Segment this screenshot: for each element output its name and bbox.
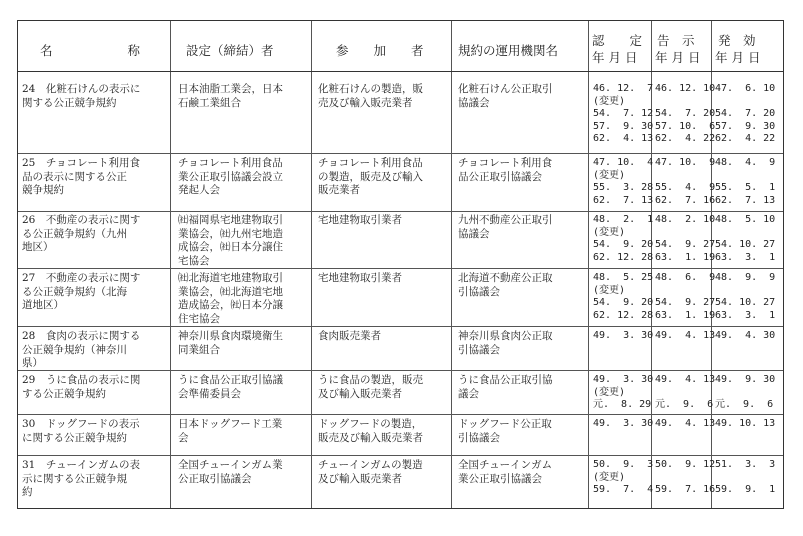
row-effective-date: 57. 9. 30 — [715, 120, 776, 132]
row-established-by-line: 日本油脂工業会，日本 — [178, 83, 283, 95]
row-established-by-line: 会 — [178, 431, 189, 444]
row-notice-date: 62. 4. 22 — [655, 133, 716, 144]
row-participants-line: うに食品の製造，販売 — [318, 374, 423, 386]
row-divider — [18, 414, 783, 415]
row-participants-line: 及び輸入販売業者 — [318, 387, 402, 400]
row-effective-date: 48. 5. 10 — [715, 214, 776, 225]
row-approval-date: 54. 9. 20 — [593, 239, 654, 250]
row-divider — [18, 211, 783, 212]
row-name-line: 30 ドッグフードの表示 — [22, 418, 140, 430]
row-effective-date: 62. 4. 22 — [715, 133, 776, 144]
row-notice-date: 49. 4. 13 — [655, 418, 716, 429]
header-divider — [18, 71, 783, 72]
row-approval-date: 47. 10. 4 — [593, 157, 654, 168]
row-participants-line: 販売及び輸入販売業者 — [318, 431, 423, 444]
row-name-line: 25 チョコレート利用食 — [22, 157, 141, 169]
row-effective-date: 49. 4. 30 — [715, 330, 776, 341]
col-divider — [451, 21, 452, 508]
row-divider — [18, 370, 783, 371]
row-name-line: 28 食肉の表示に関する — [22, 330, 141, 342]
row-established-by-line: 業協会，㈳北海道宅地 — [178, 285, 283, 298]
row-notice-date: 49. 4. 13 — [655, 330, 716, 341]
row-participants-line: 食肉販売業者 — [318, 330, 381, 342]
row-operating-body-line: うに食品公正取引協 — [458, 374, 553, 386]
row-established-by-line: ㈳北海道宅地建物取引 — [178, 272, 283, 284]
row-name-line: に関する公正競争規約 — [22, 431, 127, 444]
row-approval-date: 50. 9. 3 — [593, 459, 654, 470]
row-effective-date: 54. 7. 20 — [715, 108, 776, 119]
row-operating-body-line: ドッグフード公正取 — [458, 418, 552, 430]
row-established-by-line: うに食品公正取引協議 — [178, 374, 283, 386]
row-name-line: 約 — [22, 486, 33, 498]
row-established-by-line: 業協会，㈳九州宅地造 — [178, 227, 283, 240]
row-approval-date: 55. 3. 28 — [593, 182, 654, 193]
row-approval-date: 元. 8. 29 — [593, 399, 652, 410]
row-approval-date: 49. 3. 30 — [593, 374, 654, 385]
row-notice-date: 57. 10. 6 — [655, 120, 716, 132]
row-operating-body-line: 協議会 — [458, 96, 490, 109]
row-notice-date: 54. 9. 27 — [655, 239, 716, 250]
row-approval-date: 54. 9. 20 — [593, 297, 654, 308]
row-divider — [18, 455, 783, 456]
row-notice-date: 63. 1. 19 — [655, 309, 716, 321]
row-notice-date: 49. 4. 13 — [655, 374, 716, 385]
row-established-by-line: 成協会，㈳日本分譲住 — [178, 241, 283, 253]
row-notice-date: 59. 7. 16 — [655, 484, 716, 495]
row-name-line: 示に関する公正競争規 — [22, 472, 127, 485]
row-established-by-line: 公正取引協議会 — [178, 472, 252, 485]
header-participants: 参 加 者 — [336, 43, 424, 58]
header-name: 名 称 — [40, 43, 141, 58]
row-effective-date: 47. 6. 10 — [715, 83, 776, 94]
row-notice-date: 54. 7. 20 — [655, 108, 716, 119]
col-divider — [588, 21, 589, 508]
row-name-line: 27 不動産の表示に関す — [22, 272, 141, 284]
row-participants-line: 売及び輸入販売業者 — [318, 96, 413, 109]
row-approval-date: 62. 12. 28 — [593, 309, 654, 321]
row-notice-date: 54. 9. 27 — [655, 297, 716, 308]
row-approval-date: 62. 12. 28 — [593, 251, 654, 263]
row-name-line: 26 不動産の表示に関す — [22, 214, 141, 226]
row-notice-date: 55. 4. 9 — [655, 182, 716, 193]
row-effective-date: 51. 3. 3 — [715, 459, 776, 470]
row-participants-line: の製造，販売及び輸入 — [318, 170, 423, 183]
row-approval-date: (変更) — [593, 471, 626, 483]
row-operating-body-line: 化粧石けん公正取引 — [458, 83, 553, 95]
row-divider — [18, 153, 783, 154]
row-established-by-line: チョコレート利用食品 — [178, 157, 283, 169]
row-established-by-line: 神奈川県食肉環境衛生 — [178, 330, 283, 342]
row-approval-date: 49. 3. 30 — [593, 330, 654, 341]
row-name-line: る公正競争規約（九州 — [22, 227, 127, 240]
row-notice-date: 48. 6. 9 — [655, 272, 716, 283]
row-name-line: 県） — [22, 357, 43, 369]
row-divider — [18, 326, 783, 327]
row-approval-date: (変更) — [593, 226, 626, 238]
row-notice-date: 48. 2. 10 — [655, 214, 716, 225]
row-effective-date: 55. 5. 1 — [715, 182, 776, 193]
row-participants-line: 販売業者 — [318, 184, 360, 196]
row-name-line: 関する公正競争規約 — [22, 96, 117, 109]
row-approval-date: (変更) — [593, 386, 626, 398]
row-approval-date: 62. 4. 13 — [593, 133, 654, 144]
row-approval-date: 59. 7. 4 — [593, 484, 654, 495]
row-operating-body-line: 議会 — [458, 387, 479, 400]
row-name-line: 地区） — [22, 241, 54, 253]
row-effective-date: 48. 9. 9 — [715, 272, 776, 283]
row-approval-date: 48. 5. 25 — [593, 272, 654, 283]
row-divider — [18, 268, 783, 269]
row-participants-line: 宅地建物取引業者 — [318, 272, 402, 284]
row-name-line: 29 うに食品の表示に関 — [22, 374, 141, 386]
row-effective-date: 元. 9. 6 — [715, 399, 774, 410]
col-divider — [170, 21, 171, 508]
row-approval-date: 57. 9. 30 — [593, 120, 654, 132]
row-established-by-line: ㈳福岡県宅地建物取引 — [178, 214, 283, 226]
row-effective-date: 49. 10. 13 — [715, 418, 776, 429]
row-effective-date: 48. 4. 9 — [715, 157, 776, 168]
row-notice-date: 62. 7. 16 — [655, 194, 716, 206]
row-established-by-line: 会準備委員会 — [178, 387, 241, 400]
row-notice-date: 63. 1. 19 — [655, 251, 716, 263]
header-notice-ymd: 年 月 日 — [655, 50, 701, 65]
row-effective-date: 54. 10. 27 — [715, 297, 776, 308]
row-established-by-line: 日本ドッグフード工業 — [178, 418, 283, 430]
row-name-line: する公正競争規約 — [22, 387, 106, 400]
row-approval-date: (変更) — [593, 284, 626, 296]
row-name-line: る公正競争規約（北海 — [22, 285, 127, 298]
row-established-by-line: 石鹸工業組合 — [178, 96, 241, 109]
row-operating-body-line: 引協議会 — [458, 431, 500, 444]
row-operating-body-line: 引協議会 — [458, 343, 500, 356]
row-approval-date: 48. 2. 1 — [593, 214, 654, 225]
row-notice-date: 元. 9. 6 — [655, 399, 714, 410]
header-established-by: 設定（締結）者 — [186, 43, 274, 58]
row-participants-line: チューインガムの製造 — [318, 459, 423, 471]
row-operating-body-line: 九州不動産公正取引 — [458, 214, 553, 226]
row-effective-date: 49. 9. 30 — [715, 374, 776, 385]
row-operating-body-line: 北海道不動産公正取 — [458, 272, 553, 284]
row-operating-body-line: 業公正取引協議会 — [458, 472, 542, 485]
col-divider — [311, 21, 312, 508]
header-approval-date: 認 定 — [592, 33, 643, 48]
row-effective-date: 63. 3. 1 — [715, 251, 776, 263]
row-operating-body-line: 協議会 — [458, 227, 490, 240]
row-operating-body-line: 品公正取引協議会 — [458, 170, 542, 183]
row-approval-date: 54. 7. 12 — [593, 108, 654, 119]
header-approval-ymd: 年 月 日 — [592, 50, 638, 65]
header-notice-date: 告 示 — [657, 33, 695, 48]
header-effective-date: 発 効 — [718, 33, 756, 48]
row-participants-line: チョコレート利用食品 — [318, 157, 423, 169]
row-approval-date: 46. 12. 7 — [593, 83, 654, 94]
row-established-by-line: 住宅協会 — [178, 312, 220, 325]
row-notice-date: 47. 10. 9 — [655, 157, 716, 168]
row-participants-line: 宅地建物取引業者 — [318, 214, 402, 226]
row-approval-date: 49. 3. 30 — [593, 418, 654, 429]
row-effective-date: 54. 10. 27 — [715, 239, 776, 250]
row-approval-date: (変更) — [593, 169, 626, 181]
row-name-line: 競争規約 — [22, 184, 64, 196]
row-name-line: 品の表示に関する公正 — [22, 170, 127, 183]
regulations-table — [17, 20, 784, 509]
row-operating-body-line: 神奈川県食肉公正取 — [458, 330, 553, 342]
row-name-line: 道地区） — [22, 299, 64, 311]
header-operating-body: 規約の運用機関名 — [458, 43, 559, 58]
row-name-line: 31 チューインガムの表 — [22, 459, 141, 471]
row-established-by-line: 発起人会 — [178, 184, 220, 196]
row-notice-date: 46. 12. 10 — [655, 83, 716, 94]
row-operating-body-line: 全国チューインガム — [458, 459, 553, 471]
row-notice-date: 50. 9. 12 — [655, 459, 716, 470]
row-participants-line: ドッグフードの製造， — [318, 418, 423, 430]
row-effective-date: 59. 9. 1 — [715, 484, 776, 495]
row-established-by-line: 全国チューインガム業 — [178, 459, 283, 471]
row-established-by-line: 業公正取引協議会設立 — [178, 170, 283, 183]
row-effective-date: 63. 3. 1 — [715, 309, 776, 321]
row-approval-date: (変更) — [593, 95, 626, 107]
row-name-line: 24 化粧石けんの表示に — [22, 83, 141, 95]
row-name-line: 公正競争規約（神奈川 — [22, 343, 127, 356]
header-effective-ymd: 年 月 日 — [715, 50, 761, 65]
row-participants-line: 及び輸入販売業者 — [318, 472, 402, 485]
row-established-by-line: 造成協会，㈳日本分譲 — [178, 299, 283, 311]
row-effective-date: 62. 7. 13 — [715, 194, 776, 206]
row-participants-line: 化粧石けんの製造，販 — [318, 83, 423, 95]
row-operating-body-line: 引協議会 — [458, 285, 500, 298]
row-established-by-line: 宅協会 — [178, 254, 210, 267]
row-established-by-line: 同業組合 — [178, 343, 220, 356]
row-approval-date: 62. 7. 13 — [593, 194, 654, 206]
row-operating-body-line: チョコレート利用食 — [458, 157, 553, 169]
